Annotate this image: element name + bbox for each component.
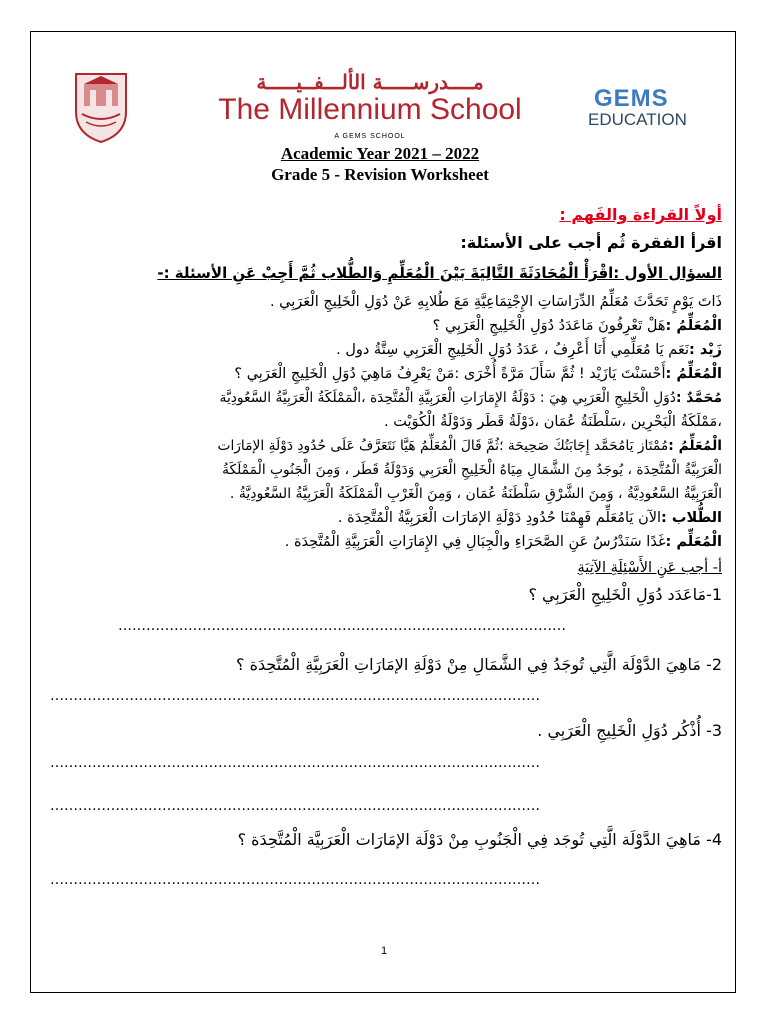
answer-line-1[interactable]: …………………………………………………………………………………… (118, 618, 566, 634)
dialogue-line: الْعَرَبِيَّةُ السَّعُودِيَّةُ ، وَمِنَ الشَّرْقِ سَلْطَنَةُ عُمَان ، وَمِنَ الْغَرْبِ الْمَمْلَكَةُ الْعَرَبِيَّةُ السَّعُودِيَّةُ . (229, 486, 722, 502)
speaker-label: الْمُعَلِّمُ : (668, 438, 722, 454)
speaker-label: الْمُعَلِّمُ : (665, 318, 722, 334)
school-name-arabic: مــــدرســـــة الألـــفــيـــــة (256, 70, 484, 94)
dialogue-line: الْمُعَلِّم :غَدًا سَنَدْرُسُ عَنِ الصَّحَرَاءِ والْجِبَالِ فِي الإِمَارَاتِ الْعَرَبِيَّةِ الْمُتَّحِدَة . (284, 534, 722, 550)
answer-line-3[interactable]: …………………………………………………………………………………………… (50, 755, 540, 771)
question-one-heading: السؤال الأول :اقْرَأْ الْمُحَادَثَةَ التَّالِيَةَ بَيْنَ الْمُعَلِّمِ وَالطُّلاب ثُمَّ أَجِبْ عَنِ الأسئلة :- (157, 264, 722, 282)
worksheet-title: Grade 5 - Revision Worksheet (271, 165, 489, 184)
gems-logo-text: GEMS (594, 85, 669, 112)
gems-education-label: EDUCATION (588, 110, 687, 129)
question-3: 3- أُذْكُر دُوَلِ الْخَلِيجِ الْعَرَبِي . (537, 721, 722, 740)
questions-heading: أ- أجب عَنِ الأَسْئِلَةِ الآتِيَةِ (577, 560, 722, 576)
answer-line-4[interactable]: …………………………………………………………………………………………… (50, 872, 540, 888)
school-crest-logo (70, 68, 132, 146)
section-instruction: اقرأ الفقرة ثُم أجب على الأسئلة: (460, 233, 722, 252)
school-name-english: The Millennium School (218, 93, 522, 126)
school-tagline: A GEMS SCHOOL (334, 133, 406, 140)
speaker-label: الْمُعَلِّمُ : (665, 366, 722, 382)
academic-year: Academic Year 2021 – 2022 (280, 144, 480, 163)
dialogue-line: الْمُعَلِّمُ :مُمْتَاز يَامُحَمَّد إِجَابَتُكَ صَحِيحَة ؛ثُمَّ قَالَ الْمُعَلِّمُ هَيَّا نَتَعَرَّفُ عَلَى حُدُودِ دَوْلَةِ الإمَارَات (217, 438, 722, 454)
question-2: 2- مَاهِيَ الدَّوْلَة الَّتِي تُوجَدُ فِي الشَّمَالِ مِنْ دَوْلَةِ الإمَارَاتِ الْعَرَبِيَّةِ الْمُتَّحِدَة ؟ (236, 655, 722, 674)
dialogue-line: الْمُعَلِّمُ :أَحْسَنْتَ يَازَيْد ! ثُمَّ سَأَلَ مَرَّةً أُخْرَى :مَنْ يَعْرِفُ مَاهِيَ دُوَلِ الْخَلِيجِ الْعَرَبِي ؟ (234, 366, 722, 382)
speaker-label: زَيْد : (688, 342, 722, 358)
answer-line-2[interactable]: …………………………………………………………………………………………… (50, 688, 540, 704)
dialogue-line: الْعَرَبِيَّةُ الْمُتَّحِدَة ، يُوجَدُ مِنَ الشَّمَالِ مِيَاهُ الْخَلِيجِ الْعَرَبِي وَدَوْلَةُ قَطَر ، وَمِنَ الْجَنُوبِ الْمَمْلَكَةُ (222, 462, 722, 478)
dialogue-line: زَيْد :نَعَم يَا مُعَلِّمِي أَنَا أَعْرِفُ ، عَدَدُ دُوَلِ الْخَلِيجِ الْعَرَبِي سِتَّةُ دول . (336, 342, 722, 358)
dialogue-line: الطُّلاب :الآن يَامُعَلِّم فَهِمْنَا حُدُودِ دَوْلَةِ الإمَارَات الْعَرَبِيَّةُ الْمُتَّحِدَة . (337, 510, 722, 526)
question-4: 4- مَاهِيَ الدَّوْلَة الَّتِي تُوجَد فِي الْجَنُوبِ مِنْ دَوْلَة الإمَارَات الْعَرَبِيَّة الْمُتَّحِدَة ؟ (237, 830, 722, 849)
speaker-label: الْمُعَلِّم : (665, 534, 722, 550)
page-number: 1 (380, 945, 388, 957)
answer-line-3b[interactable]: …………………………………………………………………………………………… (50, 798, 540, 814)
section-heading: أولاً القراءة والفَهم : (559, 205, 722, 224)
dialogue-line: الْمُعَلِّمُ :هَلْ تَعْرِفُونَ مَاعَدَدُ دُوَلِ الْخَلِيجِ الْعَرَبِي ؟ (432, 318, 722, 334)
dialogue-line: مُحَمَّدٌ :دُوَلِ الْخَلِيجِ الْعَرَبِي هِيَ : دَوْلَةُ الإِمَارَاتِ الْعَرَبِيَّةِ الْمُتَّحِدَة ،الْمَمْلَكَةُ الْعَرَبِيَّةُ السَّعُودِيَّة (219, 390, 722, 406)
dialogue-line: ذَاتَ يَوْمٍ تَحَدَّثَ مُعَلِّمُ الدِّرَاسَاتِ الإِجْتِمَاعِيَّةِ مَعَ طُلابِهِ عَنْ دُوَلِ الْخَلِيجِ الْعَرَبِي . (269, 294, 722, 310)
speaker-label: مُحَمَّدٌ : (675, 390, 722, 406)
dialogue-line: ،مَمْلَكَةُ الْبَحْرِين ،سَلْطَنَةُ عُمَان ،دَوْلَةُ قَطَر وَدَوْلَةُ الْكُوَيْت . (384, 414, 722, 430)
speaker-label: الطُّلاب : (661, 510, 722, 526)
question-1: 1-مَاعَدَد دُوَلِ الْخَلِيجِ الْعَرَبِي ؟ (528, 585, 722, 604)
